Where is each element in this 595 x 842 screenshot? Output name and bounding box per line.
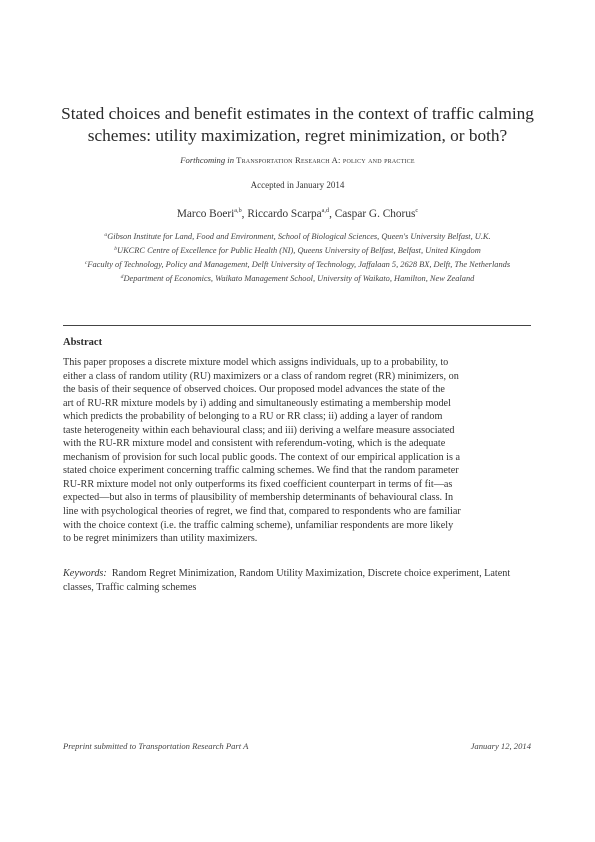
keywords-label: Keywords: [63,568,107,579]
affiliation [62,243,533,257]
author-name: Riccardo Scarpa [247,208,322,220]
journal-name: Transportation Research A: policy and practice [236,155,415,165]
abstract-line: taste heterogeneity within each behavioural class; and iii) deriving a welfare measure associated [63,424,455,436]
keywords-text: Random Regret Minimization, Random Utility Maximization, Discrete choice experiment, Latent classes, Traffic calming schemes [63,568,511,593]
abstract-line: with the choice context (i.e. the traffic calming scheme), unfamiliar respondents are more likely [63,519,454,531]
accepted-date: Accepted in January 2014 [250,180,345,190]
affiliation-sup: b [114,246,118,252]
footer-preprint-note: Preprint submitted to Transportation Research Part A [63,741,249,751]
title-line-1: Stated choices and benefit estimates in the context of traffic calming [61,104,534,123]
abstract-line: stated choice experiment concerning traffic calming schemes. We find that the random parameter [63,465,459,477]
abstract-line: which predicts the probability of belonging to a RU or RR class; ii) adding a layer of random [63,411,443,423]
affiliation-sup: d [120,274,124,280]
affiliation [62,271,533,285]
author-affil-sup: a,b [234,207,242,214]
author-list: Marco Boeri$^{a,b}$, Riccardo Scarpa$^{a,d}$, Caspar G. Chorus$^c$ [176,207,419,220]
abstract-line: mechanism of provision for such local public goods. The context of our empirical application is a [63,451,461,463]
footer-date: January 12, 2014 [470,741,531,751]
author-name: Caspar G. Chorus [334,208,416,220]
paper-title [40,103,555,147]
affiliation-sup: a [104,232,108,238]
abstract-line: This paper proposes a discrete mixture model which assigns individuals, up to a probability, to [63,357,449,368]
affiliation-text: Department of Economics, Waikato Management School, University of Waikato, Hamilton, New Zealand [123,274,475,283]
abstract-line: with the RU-RR mixture model and consistent with referendum-voting, which is the adequate [63,438,446,450]
abstract-line: expected—but also in terms of plausibility of membership determinants of behavioural class. In [63,492,454,504]
affiliation [62,257,533,271]
author-name: Marco Boeri [176,208,235,220]
author-affil-sup: a,d [321,207,330,214]
keywords [63,567,531,594]
abstract-line: the basis of their sequence of observed choices. Our proposed model advances the state of the [63,384,445,396]
title-line-2: schemes: utility maximization, regret minimization, or both? [87,126,508,145]
abstract-body [63,356,531,546]
affiliations [62,229,533,285]
section-divider [63,325,531,326]
abstract-heading: Abstract [63,337,103,348]
affiliation-text: Faculty of Technology, Policy and Management, Delft University of Technology, Jaffalaan 5, 2628 BX, Delft, The Netherlands [87,260,511,269]
abstract-line: line with psychological theories of regret, we find that, compared to respondents who are familiar [63,506,461,518]
abstract-line: art of RU-RR mixture models by i) adding and simultaneously estimating a membership model [63,397,451,409]
abstract-line: either a class of random utility (RU) maximizers or a class of random regret (RR) minimizers, on [63,370,459,382]
abstract-line: to be regret minimizers than utility maximizers. [63,533,258,545]
author-affil-sup: c [415,207,419,214]
abstract-line: RU-RR mixture model not only outperforms its fixed coefficient counterpart in terms of fit—as [63,478,453,490]
affiliation-sup: c [84,260,88,266]
affiliation-text: UKCRC Centre of Excellence for Public Health (NI), Queens University of Belfast, Belfast, United Kingdom [117,246,481,255]
affiliation-text: Gibson Institute for Land, Food and Environment, School of Biological Sciences, Queen's University Belfast, U.K. [107,232,491,241]
forthcoming-prefix: Forthcoming in [180,155,234,165]
forthcoming-note [0,155,595,165]
affiliation [62,229,533,243]
